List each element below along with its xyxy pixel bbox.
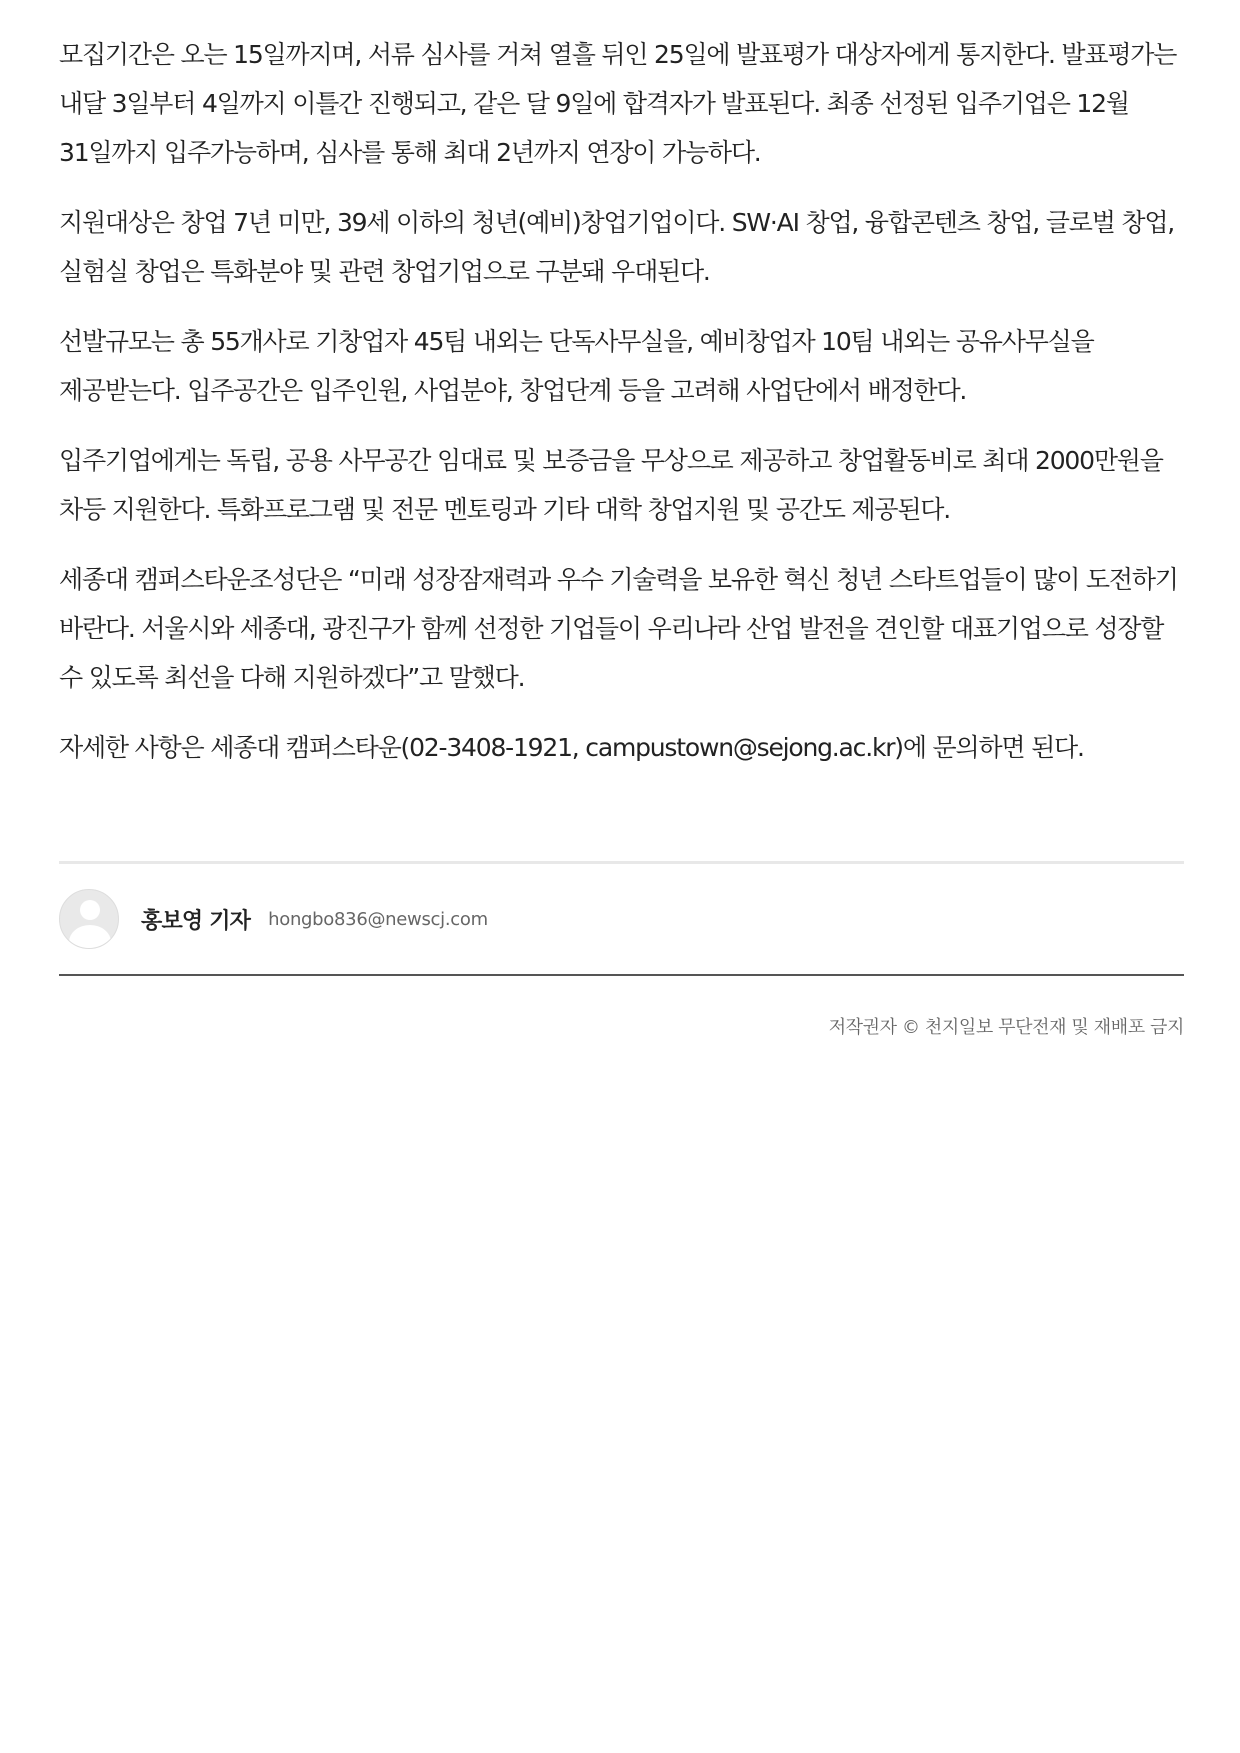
user-avatar-placeholder-icon [59,889,119,949]
article-paragraph: 선발규모는 총 55개사로 기창업자 45팀 내외는 단독사무실을, 예비창업자 10팀 내외는 공유사무실을 제공받는다. 입주공간은 입주인원, 사업분야, 창업단계 등을 고려해 사업단에서 배정한다. [59,327,1094,405]
byline-bottom-divider [59,974,1184,976]
article-paragraph: 자세한 사항은 세종대 캠퍼스타운(02-3408-1921, campustown@sejong.ac.kr)에 문의하면 된다. [59,733,1084,762]
avatar-body-shape [69,925,111,949]
avatar-head-shape [80,900,100,920]
article-paragraph: 세종대 캠퍼스타운조성단은 “미래 성장잠재력과 우수 기술력을 보유한 혁신 청년 스타트업들이 많이 도전하기 바란다. 서울시와 세종대, 광진구가 함께 선정한 기업들이 우리나라 산업 발전을 견인할 대표기업으로 성장할 수 있도록 최선을 다해 지원하겠다”고 말했다. [59,565,1178,692]
article-body [59,30,1184,793]
reporter-name[interactable]: 홍보영 기자 [141,908,251,934]
byline-top-divider [59,861,1184,864]
reporter-byline [59,888,488,950]
reporter-email-link[interactable]: hongbo836@newscj.com [268,908,488,930]
article-paragraph: 지원대상은 창업 7년 미만, 39세 이하의 청년(예비)창업기업이다. SW·AI 창업, 융합콘텐츠 창업, 글로벌 창업, 실험실 창업은 특화분야 및 관련 창업기업으로 구분돼 우대된다. [59,208,1175,286]
article-paragraph: 모집기간은 오는 15일까지며, 서류 심사를 거쳐 열흘 뒤인 25일에 발표평가 대상자에게 통지한다. 발표평가는 내달 3일부터 4일까지 이틀간 진행되고, 같은 달 9일에 합격자가 발표된다. 최종 선정된 입주기업은 12월 31일까지 입주가능하며, 심사를 통해 최대 2년까지 연장이 가능하다. [59,40,1177,167]
article-paragraph: 입주기업에게는 독립, 공용 사무공간 임대료 및 보증금을 무상으로 제공하고 창업활동비로 최대 2000만원을 차등 지원한다. 특화프로그램 및 전문 멘토링과 기타 대학 창업지원 및 공간도 제공된다. [59,446,1163,524]
copyright-notice: 저작권자 © 천지일보 무단전재 및 재배포 금지 [828,1017,1184,1038]
